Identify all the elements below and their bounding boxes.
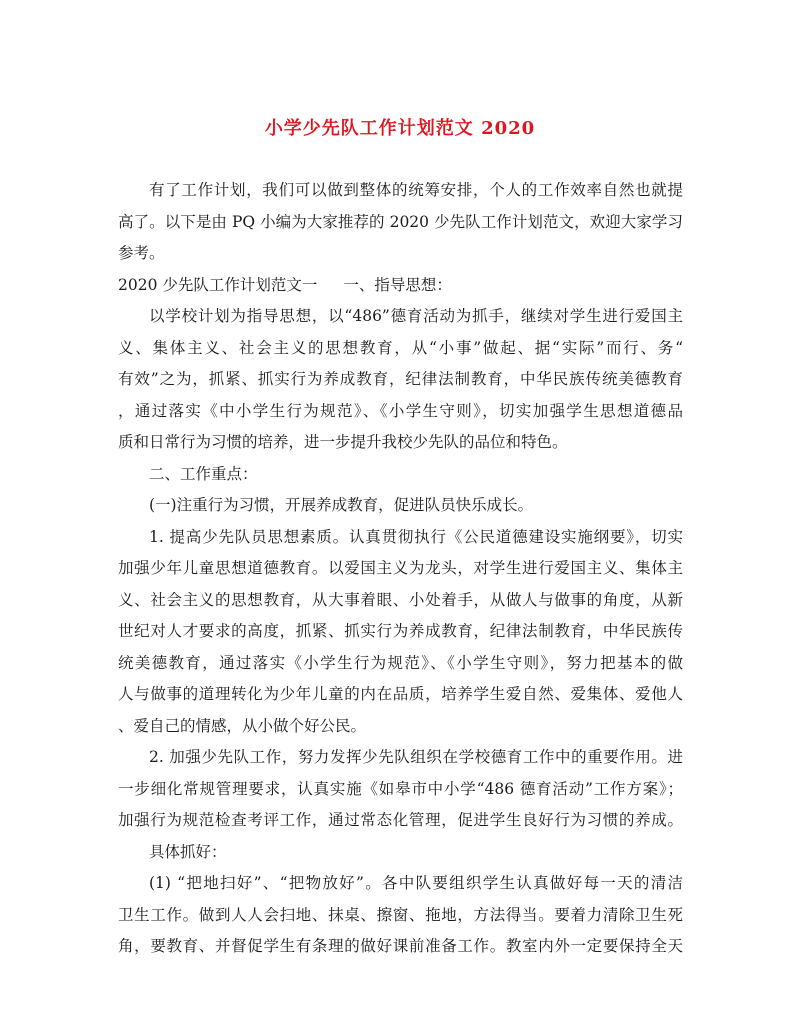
paragraph-line: 统美德教育，通过落实《小学生行为规范》、《小学生守则》，努力把基本的做 bbox=[118, 653, 683, 672]
section-heading-line bbox=[118, 270, 683, 302]
section-heading: 一、指导思想： bbox=[343, 275, 452, 294]
paragraph-line: 义、集体主义、社会主义的思想教育，从“小事”做起、据“实际”而行、务“ bbox=[118, 338, 683, 357]
paragraph-line: 高了。以下是由 PQ 小编为大家推荐的 2020 少先队工作计划范文，欢迎大家学习 bbox=[118, 212, 683, 231]
paragraph-line: 人与做事的道理转化为少年儿童的内在品质，培养学生爱自然、爱集体、爱他人 bbox=[118, 685, 683, 703]
paragraph-line: 、爱自己的情感，从小做个好公民。 bbox=[118, 716, 367, 735]
paragraph-line: 以学校计划为指导思想，以“486”德育活动为抓手，继续对学生进行爱国主 bbox=[149, 307, 683, 325]
paragraph-line: 加强行为规范检查考评工作，通过常态化管理，促进学生良好行为习惯的养成。 bbox=[118, 811, 683, 829]
paragraph-line: 2. 加强少先队工作，努力发挥少先队组织在学校德育工作中的重要作用。进 bbox=[149, 748, 683, 766]
paragraph-line: 世纪对人才要求的高度，抓紧、抓实行为养成教育，纪律法制教育，中华民族传 bbox=[118, 622, 683, 640]
paragraph-line: 加强少年儿童思想道德教育。以爱国主义为龙头，对学生进行爱国主义、集体主 bbox=[118, 559, 683, 577]
paragraph-line: 卫生工作。做到人人会扫地、抹桌、擦窗、拖地，方法得当。要着力清除卫生死 bbox=[118, 905, 683, 924]
paragraph-line: 义、社会主义的思想教育，从大事着眼、小处着手，从做人与做事的角度，从新 bbox=[118, 590, 683, 609]
paragraph-line: 质和日常行为习惯的培养，进一步提升我校少先队的品位和特色。 bbox=[118, 433, 568, 451]
paragraph-line: 角，要教育、并督促学生有条理的做好课前准备工作。教室内外一定要保持全天 bbox=[118, 937, 683, 955]
subtitle-text: 2020 少先队工作计划范文一 bbox=[118, 275, 318, 294]
paragraph-line: 有了工作计划，我们可以做到整体的统筹安排，个人的工作效率自然也就提 bbox=[149, 181, 683, 199]
paragraph-line: ，通过落实《中小学生行为规范》、《小学生守则》，切实加强学生思想道德品 bbox=[118, 401, 683, 420]
subsection-heading: (一)注重行为习惯，开展养成教育，促进队员快乐成长。 bbox=[149, 496, 534, 514]
section-heading: 二、工作重点： bbox=[149, 464, 258, 483]
paragraph-line: 1. 提高少先队员思想素质。认真贯彻执行《公民道德建设实施纲要》，切实 bbox=[149, 527, 683, 546]
paragraph-line: 参考。 bbox=[118, 244, 165, 262]
paragraph-line: 有效”之为，抓紧、抓实行为养成教育，纪律法制教育，中华民族传统美德教育 bbox=[118, 370, 683, 388]
document-body bbox=[118, 175, 683, 963]
paragraph-line: (1) “把地扫好”、“把物放好”。各中队要组织学生认真做好每一天的清洁 bbox=[149, 874, 683, 892]
paragraph-line: 一步细化常规管理要求，认真实施《如皋市中小学“486 德育活动”工作方案》； bbox=[118, 779, 683, 798]
document-title: 小学少先队工作计划范文 2020 bbox=[264, 118, 536, 139]
paragraph-line: 具体抓好： bbox=[149, 842, 227, 861]
